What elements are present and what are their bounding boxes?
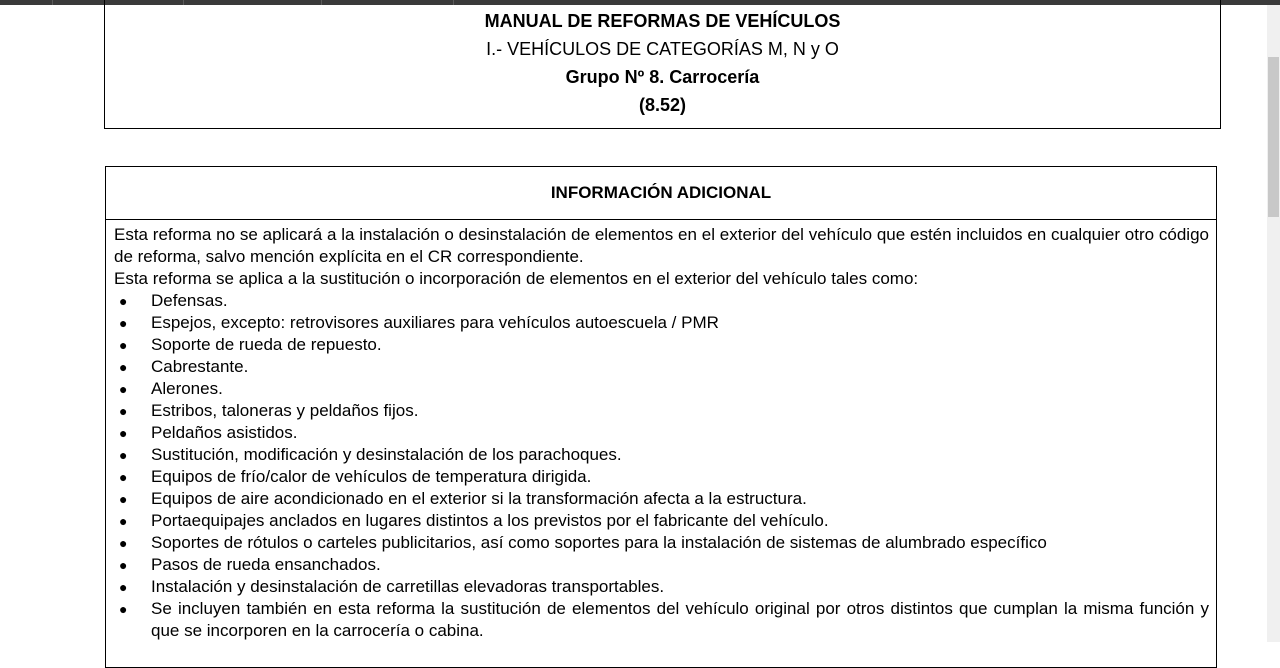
bullet-icon: ●: [119, 535, 128, 551]
list-item: [114, 510, 1209, 532]
reform-code: (8.52): [638, 95, 687, 115]
bullet-icon: ●: [119, 381, 128, 397]
bullet-icon: ●: [119, 293, 128, 309]
bullet-icon: ●: [119, 403, 128, 419]
list-item-text: Portaequipajes anclados en lugares distintos a los previstos por el fabricante del vehículo.: [151, 511, 829, 530]
list-item-text: Instalación y desinstalación de carretillas elevadoras transportables.: [151, 577, 665, 596]
list-item: [114, 598, 1209, 642]
bullet-icon: ●: [119, 447, 128, 463]
bullet-icon: ●: [119, 557, 128, 573]
bullet-icon: ●: [119, 315, 128, 331]
list-item: [114, 444, 1209, 466]
group-title: Grupo Nº 8. Carrocería: [565, 67, 760, 87]
list-item: [114, 334, 1209, 356]
list-item-text: Se incluyen también en esta reforma la sustitución de elementos del vehículo original por otros distintos que cumplan la misma función y que se incorporen en la carrocería o cabina.: [151, 599, 1209, 640]
list-item: [114, 576, 1209, 598]
additional-info-heading: INFORMACIÓN ADICIONAL: [106, 167, 1216, 220]
manual-title: MANUAL DE REFORMAS DE VEHÍCULOS: [484, 11, 841, 31]
elements-list: [114, 290, 1209, 642]
bullet-icon: ●: [119, 513, 128, 529]
list-item-text: Estribos, taloneras y peldaños fijos.: [151, 401, 419, 420]
additional-info-body: [106, 220, 1216, 642]
list-item-text: Equipos de frío/calor de vehículos de temperatura dirigida.: [151, 467, 592, 486]
list-item: [114, 422, 1209, 444]
bullet-icon: ●: [119, 359, 128, 375]
list-item-text: Soportes de rótulos o carteles publicitarios, así como soportes para la instalación de sistemas de alumbrado específico: [151, 533, 1047, 552]
list-item: [114, 378, 1209, 400]
list-item-text: Pasos de rueda ensanchados.: [151, 555, 381, 574]
intro-paragraph: Esta reforma no se aplicará a la instalación o desinstalación de elementos en el exterior del vehículo que estén incluidos en cualquier otro código de reforma, salvo mención explícita en el CR correspondiente.: [114, 225, 1209, 266]
list-item: [114, 532, 1209, 554]
list-item-text: Cabrestante.: [151, 357, 249, 376]
bullet-icon: ●: [119, 491, 128, 507]
scrollbar-thumb[interactable]: [1268, 57, 1279, 217]
list-item: [114, 290, 1209, 312]
bullet-icon: ●: [119, 425, 128, 441]
list-item: [114, 554, 1209, 576]
category-subtitle: I.- VEHÍCULOS DE CATEGORÍAS M, N y O: [486, 39, 839, 59]
vertical-scrollbar[interactable]: [1267, 5, 1280, 642]
list-item-text: Peldaños asistidos.: [151, 423, 298, 442]
list-item: [114, 312, 1209, 334]
bullet-icon: ●: [119, 579, 128, 595]
list-item-text: Equipos de aire acondicionado en el exterior si la transformación afecta a la estructura.: [151, 489, 807, 508]
bullet-icon: ●: [119, 337, 128, 353]
list-item-text: Defensas.: [151, 291, 228, 310]
list-item: [114, 400, 1209, 422]
list-item-text: Soporte de rueda de repuesto.: [151, 335, 382, 354]
additional-info-table: [105, 166, 1217, 668]
list-item: [114, 466, 1209, 488]
scope-paragraph: Esta reforma se aplica a la sustitución o incorporación de elementos en el exterior del vehículo tales como:: [114, 269, 919, 288]
bullet-icon: ●: [119, 469, 128, 485]
list-item-text: Alerones.: [151, 379, 223, 398]
tab-separator: [52, 0, 53, 5]
document-header: [104, 0, 1221, 129]
list-item-text: Espejos, excepto: retrovisores auxiliares para vehículos autoescuela / PMR: [151, 313, 719, 332]
list-item-text: Sustitución, modificación y desinstalación de los parachoques.: [151, 445, 622, 464]
list-item: [114, 488, 1209, 510]
list-item: [114, 356, 1209, 378]
bullet-icon: ●: [119, 601, 128, 617]
